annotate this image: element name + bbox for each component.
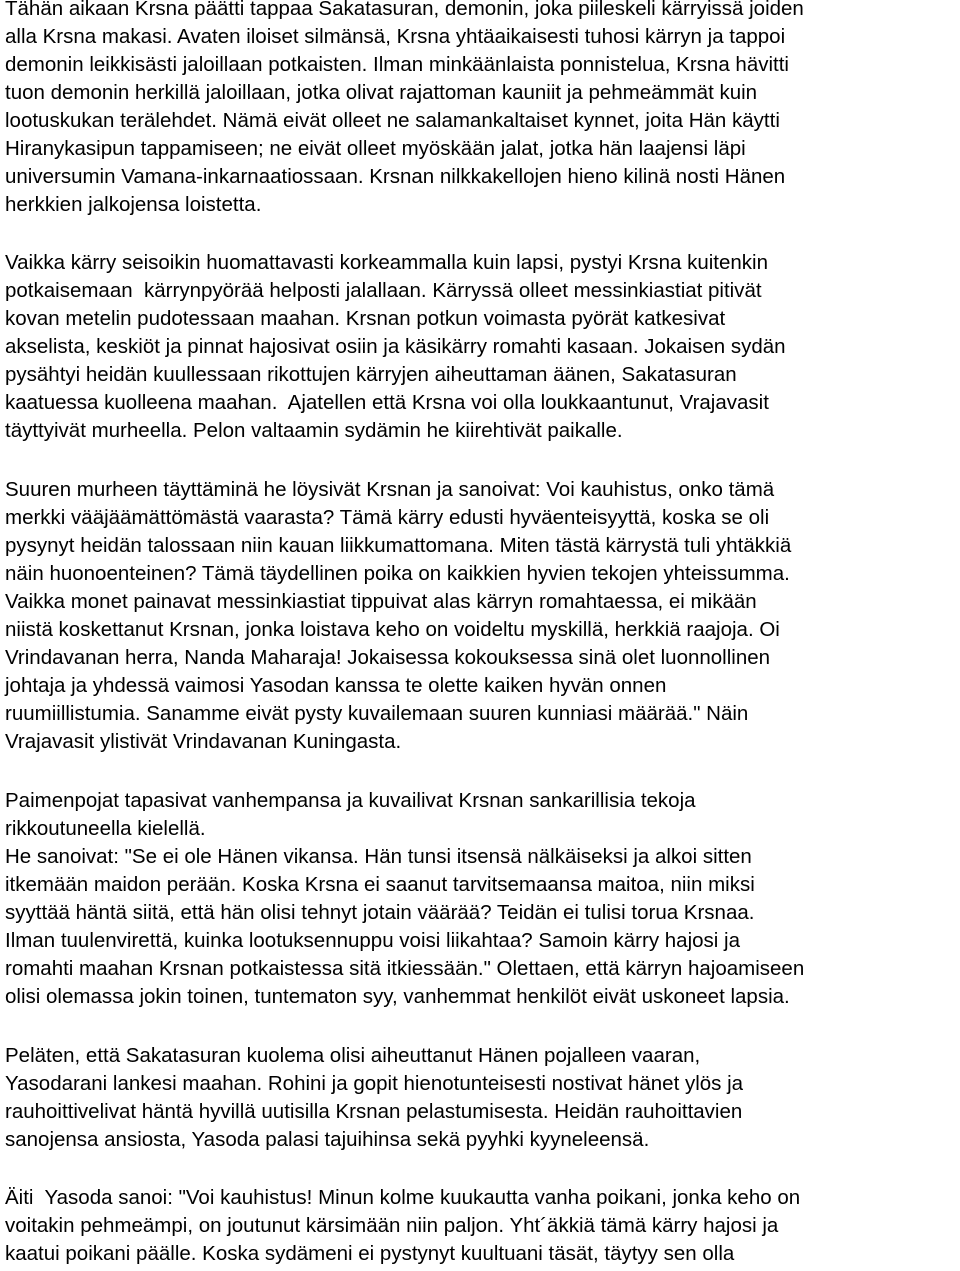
- text-line: syyttää häntä siitä, että hän olisi tehnyt jotain väärää? Teidän ei tulisi torua Krsnaa.: [5, 901, 755, 924]
- text-line: kaatuessa kuolleena maahan. Ajatellen että Krsna voi olla loukkaantunut, Vrajavasit: [5, 391, 769, 414]
- text-line: potkaisemaan kärrynpyörää helposti jalallaan. Kärryssä olleet messinkiastiat pitivät: [5, 279, 762, 302]
- text-line: kaatui poikani päälle. Koska sydämeni ei pystynyt kuultuani täsät, täytyy sen olla: [5, 1242, 735, 1265]
- text-line: herkkien jalkojensa loistetta.: [5, 193, 262, 216]
- text-line: sanojensa ansiosta, Yasoda palasi tajuihinsa sekä pyyhki kyyneleensä.: [5, 1128, 650, 1151]
- text-line: Vrajavasit ylistivät Vrindavanan Kuningasta.: [5, 730, 402, 753]
- text-line: Yasodarani lankesi maahan. Rohini ja gopit hienotunteisesti nostivat hänet ylös ja: [5, 1072, 744, 1095]
- text-line: johtaja ja yhdessä vaimosi Yasodan kanssa te olette kaiken hyvän onnen: [5, 674, 667, 697]
- text-line: Vaikka monet painavat messinkiastiat tippuivat alas kärryn romahtaessa, ei mikään: [5, 590, 757, 613]
- text-line: Suuren murheen täyttäminä he löysivät Krsnan ja sanoivat: Voi kauhistus, onko tämä: [5, 478, 775, 501]
- text-line: lootuskukan terälehdet. Nämä eivät olleet ne salamankaltaiset kynnet, joita Hän käytti: [5, 109, 780, 132]
- text-line: pysähtyi heidän kuullessaan rikottujen kärryjen aiheuttaman äänen, Sakatasuran: [5, 363, 737, 386]
- text-line: voitakin pehmeämpi, on joutunut kärsimään niin paljon. Yht´äkkiä tämä kärry hajosi ja: [5, 1214, 779, 1237]
- text-line: täyttyivät murheella. Pelon valtaamin sydämin he kiirehtivät paikalle.: [5, 419, 623, 442]
- text-line: Vrindavanan herra, Nanda Maharaja! Jokaisessa kokouksessa sinä olet luonnollinen: [5, 646, 771, 669]
- text-line: rauhoittivelivat häntä hyvillä uutisilla Krsnan pelastumisesta. Heidän rauhoittavien: [5, 1100, 743, 1123]
- text-line: alla Krsna makasi. Avaten iloiset silmänsä, Krsna yhtäaikaisesti tuhosi kärryn ja tappoi: [5, 25, 786, 48]
- text-line: Vaikka kärry seisoikin huomattavasti korkeammalla kuin lapsi, pystyi Krsna kuitenkin: [5, 251, 768, 274]
- text-line: romahti maahan Krsnan potkaistessa sitä itkiessään." Olettaen, että kärryn hajoamiseen: [5, 957, 805, 980]
- text-line: akselista, keskiöt ja pinnat hajosivat osiin ja käsikärry romahti kasaan. Jokaisen sydän: [5, 335, 786, 358]
- text-line: merkki vääjäämättömästä vaarasta? Tämä kärry edusti hyväenteisyyttä, koska se oli: [5, 506, 770, 529]
- text-line: demonin leikkisästi jaloillaan potkaisten. Ilman minkäänlaista ponnistelua, Krsna hävitti: [5, 53, 789, 76]
- text-line: pysynyt heidän talossaan niin kauan liikkumattomana. Miten tästä kärrystä tuli yhtäkkiä: [5, 534, 792, 557]
- text-line: He sanoivat: "Se ei ole Hänen vikansa. Hän tunsi itsensä nälkäiseksi ja alkoi sitten: [5, 845, 752, 868]
- text-line: Peläten, että Sakatasuran kuolema olisi aiheuttanut Hänen pojalleen vaaran,: [5, 1044, 701, 1067]
- text-line: Tähän aikaan Krsna päätti tappaa Sakatasuran, demonin, joka piileskeli kärryissä joiden: [5, 0, 804, 20]
- text-line: tuon demonin herkillä jaloillaan, jotka olivat rajattoman kauniit ja pehmeämmät kuin: [5, 81, 758, 104]
- text-line: Paimenpojat tapasivat vanhempansa ja kuvailivat Krsnan sankarillisia tekoja: [5, 789, 696, 812]
- text-line: olisi olemassa jokin toinen, tuntematon syy, vanhemmat henkilöt eivät uskoneet lapsia.: [5, 985, 790, 1008]
- text-line: Hiranykasipun tappamiseen; ne eivät olleet myöskään jalat, jotka hän laajensi läpi: [5, 137, 746, 160]
- text-line: näin huonoenteinen? Tämä täydellinen poika on kaikkien hyvien tekojen yhteissumma.: [5, 562, 790, 585]
- text-line: rikkoutuneella kielellä.: [5, 817, 206, 840]
- text-line: niistä koskettanut Krsnan, jonka loistava keho on voideltu myskillä, herkkiä raajoja. Oi: [5, 618, 780, 641]
- text-line: Äiti Yasoda sanoi: "Voi kauhistus! Minun kolme kuukautta vanha poikani, jonka keho on: [5, 1186, 801, 1209]
- text-line: Ilman tuulenvirettä, kuinka lootuksennuppu voisi liikahtaa? Samoin kärry hajosi ja: [5, 929, 740, 952]
- text-line: itkemään maidon perään. Koska Krsna ei saanut tarvitsemaansa maitoa, niin miksi: [5, 873, 755, 896]
- text-line: ruumiillistumia. Sanamme eivät pysty kuvailemaan suuren kunniasi määrää." Näin: [5, 702, 749, 725]
- text-line: universumin Vamana-inkarnaatiossaan. Krsnan nilkkakellojen hieno kilinä nosti Hänen: [5, 165, 786, 188]
- text-line: kovan metelin pudotessaan maahan. Krsnan potkun voimasta pyörät katkesivat: [5, 307, 726, 330]
